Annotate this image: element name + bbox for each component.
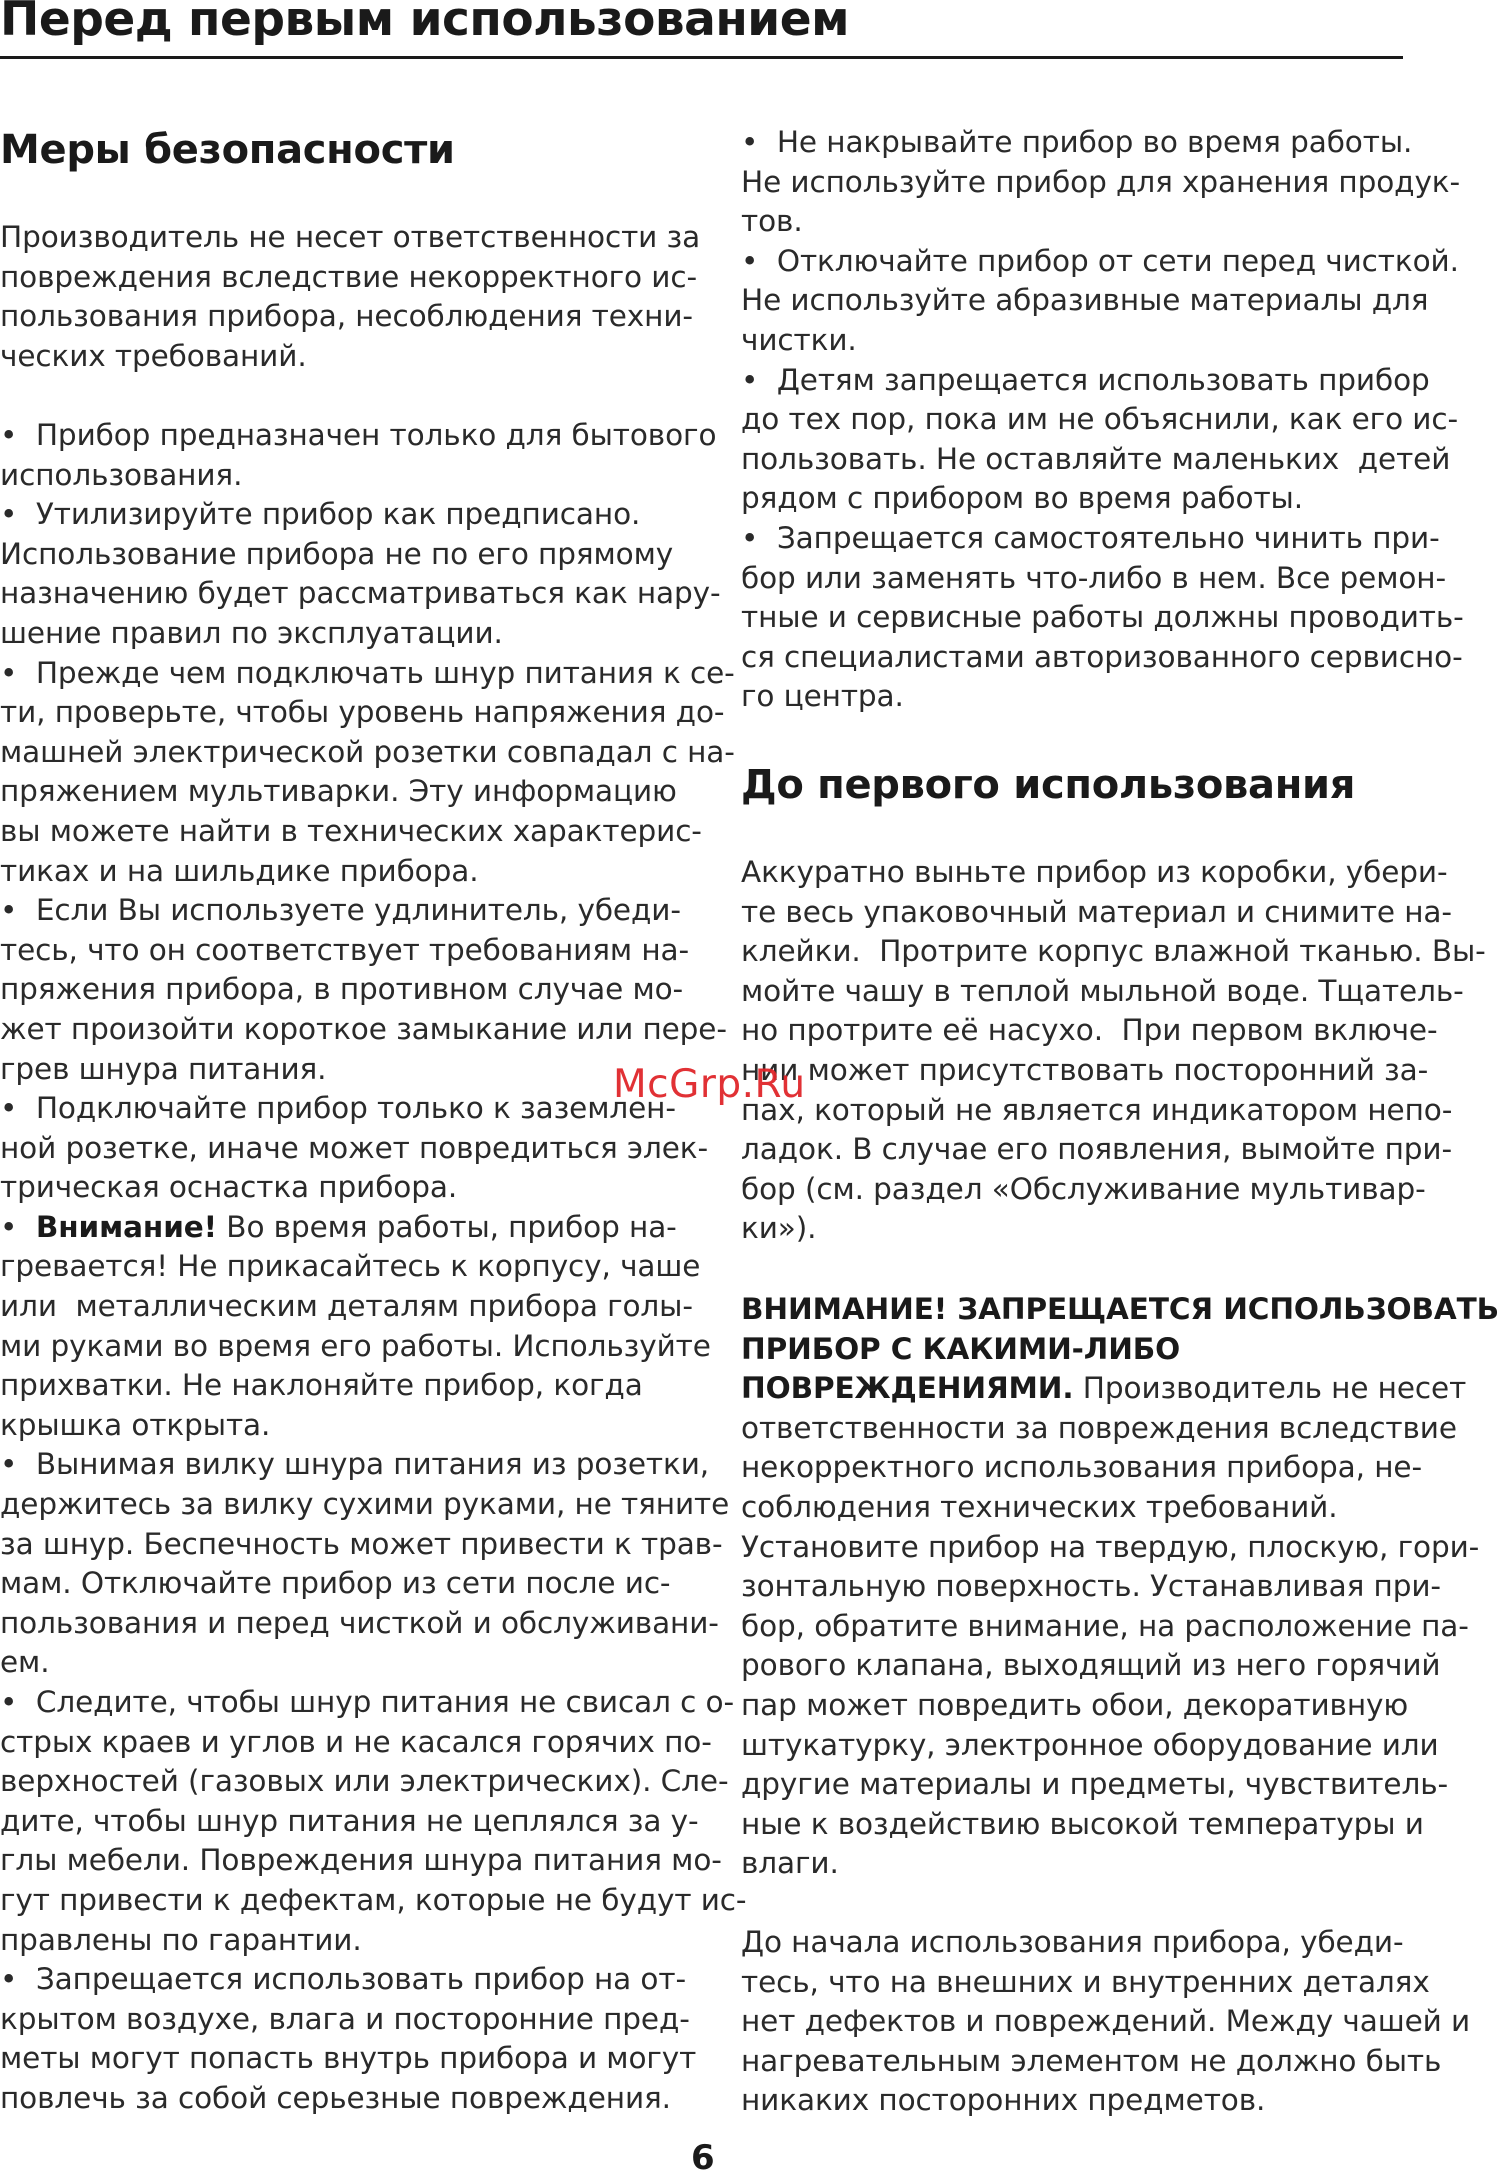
text-line: • Детям запрещается использовать прибор	[741, 362, 1430, 397]
text-line: До начала использования прибора, убеди-	[741, 1925, 1404, 1959]
safety-intro	[0, 218, 700, 376]
text-line: мойте чашу в теплой мыльной воде. Тщатель-	[741, 973, 1464, 1008]
text-line: Установите прибор на твердую, плоскую, гори-	[741, 1529, 1480, 1564]
text-line: машней электрической розетки совпадал с на-	[0, 734, 735, 769]
text-line: • Подключайте прибор только к заземлен-	[0, 1091, 676, 1126]
text-line: пользования и перед чисткой и обслуживани-	[0, 1605, 719, 1640]
text-line: жет произойти короткое замыкание или пере-	[0, 1011, 727, 1046]
text-line: держитесь за вилку сухими руками, не тяните	[0, 1487, 730, 1522]
text-line: Производитель не несет ответственности за	[0, 220, 701, 254]
text-line: • Запрещается использовать прибор на от-	[0, 1962, 687, 1997]
text-line: ной розетке, иначе может повредиться элек-	[0, 1130, 709, 1165]
text-line: некорректного использования прибора, не-	[741, 1450, 1422, 1485]
warning-text: Во время работы, прибор на-	[217, 1209, 677, 1244]
text-line: или металлическим деталям прибора голы-	[0, 1289, 693, 1324]
text-line: • Прибор предназначен только для бытового	[0, 418, 717, 452]
text-line: повлечь за собой серьезные повреждения.	[0, 2080, 671, 2115]
warning-label: Внимание!	[35, 1209, 218, 1244]
text-line: пользовать. Не оставляйте маленьких детей	[741, 441, 1451, 476]
text-line: пользования прибора, несоблюдения техни-	[0, 299, 693, 334]
text-line: шение правил по эксплуатации.	[0, 615, 503, 650]
text-line: использования.	[0, 457, 243, 492]
text-line: за шнур. Беспечность может привести к трав-	[0, 1526, 723, 1561]
text-line: никаких посторонних предметов.	[741, 2083, 1266, 2118]
text-line: бор или заменять что-либо в нем. Все ремон-	[741, 560, 1447, 595]
bullet-marker: •	[0, 1209, 36, 1244]
text-line: крышка открыта.	[0, 1407, 271, 1442]
text-line: пах, который не является индикатором непо-	[741, 1092, 1453, 1127]
text-line: верхностей (газовых или электрических). Сле-	[0, 1764, 729, 1799]
text-line: тов.	[741, 204, 803, 239]
text-line: Аккуратно выньте прибор из коробки, убери-	[741, 855, 1448, 889]
warning-caps-inline: ПОВРЕЖДЕНИЯМИ.	[741, 1371, 1074, 1406]
warning-inline-line	[741, 1369, 1499, 1409]
text-line: дите, чтобы шнур питания не цеплялся за у-	[0, 1803, 699, 1838]
section-heading-first-use: До первого использования	[741, 762, 1356, 808]
safety-bullets-b	[0, 1247, 746, 2118]
title-divider	[0, 56, 1403, 59]
text-line: зонтальную поверхность. Устанавливая при-	[741, 1569, 1441, 1604]
text-line: ответственности за повреждения вследствие	[741, 1410, 1457, 1445]
text-line: крытом воздухе, влага и посторонние пред-	[0, 2001, 690, 2036]
text-line: ми руками во время его работы. Используйте	[0, 1328, 711, 1363]
text-line: го центра.	[741, 679, 904, 714]
text-line: тные и сервисные работы должны проводить-	[741, 600, 1464, 635]
text-line: ные к воздействию высокой температуры и	[741, 1806, 1424, 1841]
text-line: гут привести к дефектам, которые не будут ис-	[0, 1882, 747, 1917]
text-line: нии может присутствовать посторонний за-	[741, 1052, 1429, 1087]
text-line: клейки. Протрите корпус влажной тканью. Вы-	[741, 934, 1486, 969]
text-line: тиках и на шильдике прибора.	[0, 853, 479, 888]
text-line: ладок. В случае его появления, вымойте при-	[741, 1132, 1453, 1167]
text-line: меты могут попасть внутрь прибора и могут	[0, 2041, 697, 2076]
text-line: пар может повредить обои, декоративную	[741, 1687, 1409, 1722]
text-line: грев шнура питания.	[0, 1051, 327, 1086]
text-line: но протрите её насухо. При первом включе-	[741, 1013, 1438, 1048]
section-heading-safety: Меры безопасности	[0, 127, 455, 173]
text-line: ем.	[0, 1645, 50, 1680]
text-line: • Если Вы используете удлинитель, убеди-	[0, 893, 681, 928]
text-line: до тех пор, пока им не объяснили, как его ис-	[741, 402, 1459, 437]
text-line: ся специалистами авторизованного сервисно-	[741, 639, 1463, 674]
text-line: • Отключайте прибор от сети перед чисткой.	[741, 243, 1459, 278]
text-line: ти, проверьте, чтобы уровень напряжения до-	[0, 695, 725, 730]
safety-bullets	[0, 416, 746, 2119]
text-line: рядом с прибором во время работы.	[741, 481, 1304, 516]
text-line: гревается! Не прикасайтесь к корпусу, чаше	[0, 1249, 701, 1284]
text-line: • Запрещается самостоятельно чинить при-	[741, 520, 1440, 555]
warning-inline-text: Производитель не несет	[1073, 1371, 1467, 1406]
warning-body	[741, 1409, 1499, 1884]
text-line: Не используйте прибор для хранения продук-	[741, 164, 1461, 199]
text-line: те весь упаковочный материал и снимите на-	[741, 894, 1452, 929]
text-line: влаги.	[741, 1846, 839, 1881]
text-line: тесь, что он соответствует требованиям на-	[0, 932, 690, 967]
warning-paragraph	[741, 1290, 1499, 1884]
text-line: нет дефектов и повреждений. Между чашей и	[741, 2004, 1471, 2039]
text-line: ки»).	[741, 1211, 817, 1246]
text-line: правлены по гарантии.	[0, 1922, 362, 1957]
text-line: повреждения вследствие некорректного ис-	[0, 259, 697, 294]
text-line: другие материалы и предметы, чувствитель-	[741, 1767, 1449, 1802]
text-line: ческих требований.	[0, 338, 307, 373]
text-line: • Прежде чем подключать шнур питания к се-	[0, 655, 735, 690]
text-line: чистки.	[741, 322, 857, 357]
page-number: 6	[691, 2138, 715, 2178]
text-line: стрых краев и углов и не касался горячих по-	[0, 1724, 712, 1759]
text-line: вы можете найти в технических характерис-	[0, 813, 702, 848]
text-line: Использование прибора не по его прямому	[0, 536, 674, 571]
text-line: мам. Отключайте прибор из сети после ис-	[0, 1566, 671, 1601]
text-line: • Следите, чтобы шнур питания не свисал с о-	[0, 1685, 734, 1719]
watermark: McGrp.Ru	[613, 1062, 806, 1107]
text-line: пряжения прибора, в противном случае мо-	[0, 972, 684, 1007]
text-line: глы мебели. Повреждения шнура питания мо-	[0, 1843, 722, 1878]
warning-line	[0, 1208, 746, 1248]
right-bullets	[741, 123, 1464, 717]
text-line: • Не накрывайте прибор во время работы.	[741, 125, 1413, 159]
page-title: Перед первым использованием	[0, 0, 850, 47]
text-line: • Утилизируйте прибор как предписано.	[0, 497, 641, 532]
inspection-paragraph	[741, 1923, 1470, 2121]
warning-caps	[741, 1290, 1499, 1369]
text-line: пряжением мультиварки. Эту информацию	[0, 774, 677, 809]
text-line: штукатурку, электронное оборудование или	[741, 1727, 1439, 1762]
text-line: Не используйте абразивные материалы для	[741, 283, 1429, 318]
text-line: • Вынимая вилку шнура питания из розетки,	[0, 1447, 710, 1482]
text-line: ПРИБОР С КАКИМИ-ЛИБО	[741, 1331, 1181, 1366]
first-use-paragraph	[741, 853, 1486, 1249]
text-line: бор, обратите внимание, на расположение па-	[741, 1608, 1469, 1643]
text-line: прихватки. Не наклоняйте прибор, когда	[0, 1368, 643, 1403]
text-line: ВНИМАНИЕ! ЗАПРЕЩАЕТСЯ ИСПОЛЬЗОВАТЬ	[741, 1292, 1499, 1326]
text-line: соблюдения технических требований.	[741, 1489, 1338, 1524]
text-line: трическая оснастка прибора.	[0, 1170, 458, 1205]
text-line: рового клапана, выходящий из него горячий	[741, 1648, 1441, 1683]
text-line: бор (см. раздел «Обслуживание мультивар-	[741, 1171, 1426, 1206]
text-line: нагревательным элементом не должно быть	[741, 2043, 1442, 2078]
text-line: тесь, что на внешних и внутренних деталях	[741, 1964, 1430, 1999]
text-line: назначению будет рассматриваться как нару-	[0, 576, 721, 611]
